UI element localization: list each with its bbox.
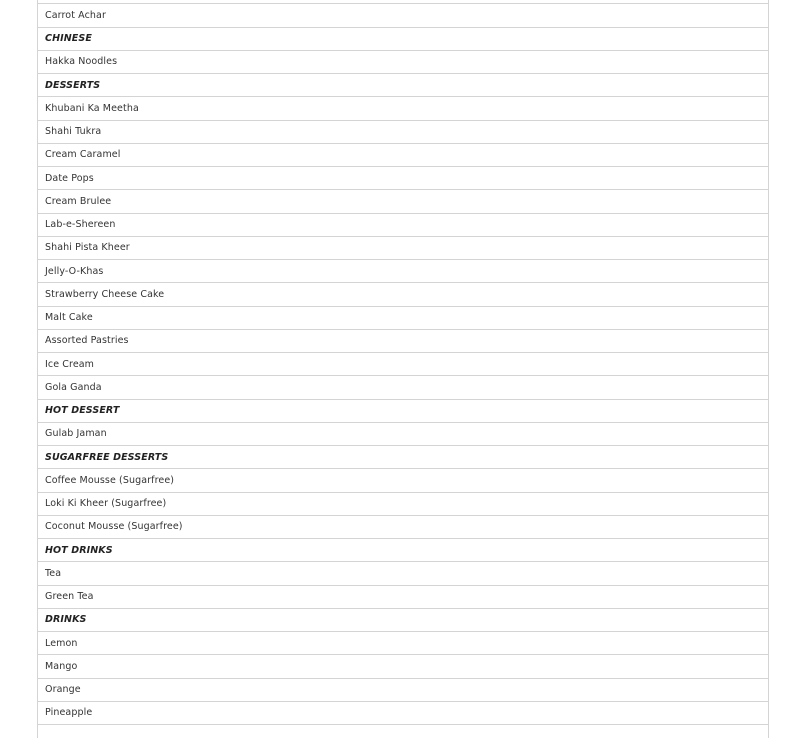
menu-item-shahi-tukra: Shahi Tukra <box>38 121 768 144</box>
menu-item-assorted-pastries: Assorted Pastries <box>38 330 768 353</box>
menu-row-partial-bottom <box>38 725 768 738</box>
menu-table <box>37 0 769 738</box>
menu-item-shahi-pista-kheer: Shahi Pista Kheer <box>38 237 768 260</box>
menu-item-lemon: Lemon <box>38 632 768 655</box>
menu-item-jelly-o-khas: Jelly-O-Khas <box>38 260 768 283</box>
menu-item-mango: Mango <box>38 655 768 678</box>
menu-category-sugarfree-desserts: SUGARFREE DESSERTS <box>38 446 768 469</box>
menu-category-chinese: CHINESE <box>38 28 768 51</box>
menu-category-hot-drinks: HOT DRINKS <box>38 539 768 562</box>
menu-item-carrot-achar: Carrot Achar <box>38 4 768 27</box>
menu-item-hakka-noodles: Hakka Noodles <box>38 51 768 74</box>
menu-category-desserts: DESSERTS <box>38 74 768 97</box>
menu-item-malt-cake: Malt Cake <box>38 307 768 330</box>
menu-item-khubani-ka-meetha: Khubani Ka Meetha <box>38 97 768 120</box>
menu-item-tea: Tea <box>38 562 768 585</box>
menu-item-cream-caramel: Cream Caramel <box>38 144 768 167</box>
menu-item-coffee-mousse: Coffee Mousse (Sugarfree) <box>38 469 768 492</box>
menu-item-orange: Orange <box>38 679 768 702</box>
menu-item-ice-cream: Ice Cream <box>38 353 768 376</box>
menu-item-date-pops: Date Pops <box>38 167 768 190</box>
menu-category-hot-dessert: HOT DESSERT <box>38 400 768 423</box>
menu-item-pineapple: Pineapple <box>38 702 768 725</box>
menu-item-cream-brulee: Cream Brulee <box>38 190 768 213</box>
menu-category-drinks: DRINKS <box>38 609 768 632</box>
menu-item-coconut-mousse: Coconut Mousse (Sugarfree) <box>38 516 768 539</box>
menu-item-loki-ki-kheer: Loki Ki Kheer (Sugarfree) <box>38 493 768 516</box>
menu-item-green-tea: Green Tea <box>38 586 768 609</box>
menu-item-gulab-jaman: Gulab Jaman <box>38 423 768 446</box>
menu-item-strawberry-cheese-cake: Strawberry Cheese Cake <box>38 283 768 306</box>
menu-item-lab-e-shereen: Lab-e-Shereen <box>38 214 768 237</box>
menu-item-gola-ganda: Gola Ganda <box>38 376 768 399</box>
